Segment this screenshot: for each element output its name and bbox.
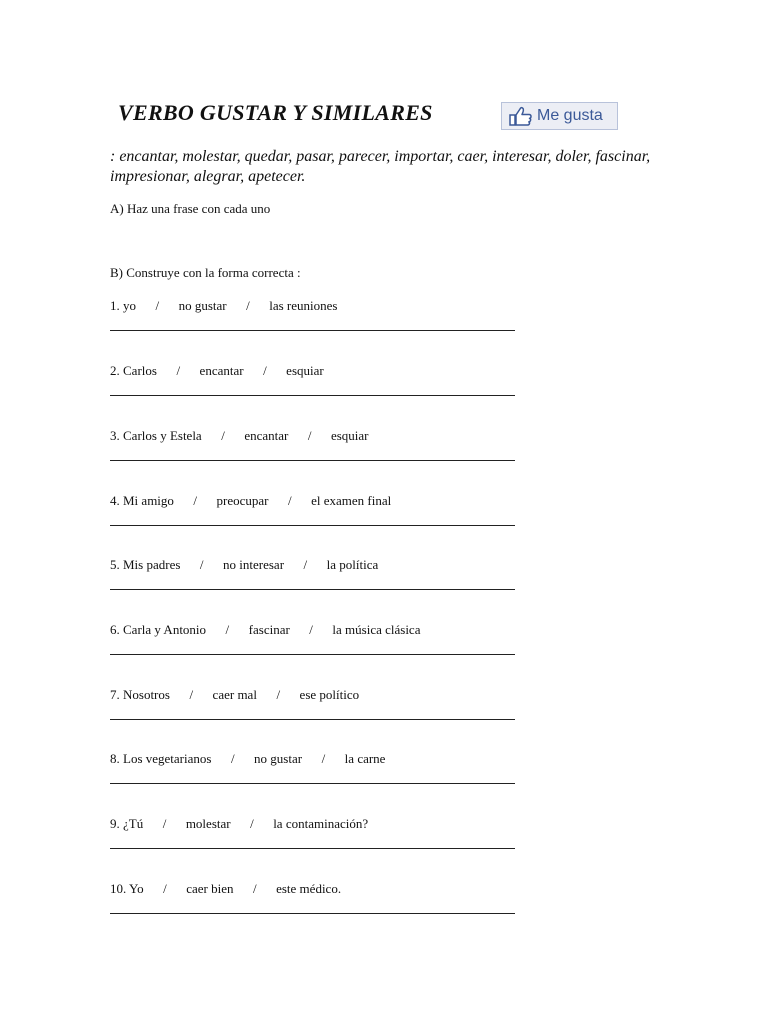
like-button[interactable] (501, 102, 618, 130)
answer-line-8[interactable] (110, 783, 515, 784)
exercise-item-3: 3. Carlos y Estela / encantar / esquiar (110, 428, 369, 443)
exercise-item-6: 6. Carla y Antonio / fascinar / la música clásica (110, 622, 421, 637)
answer-line-9[interactable] (110, 848, 515, 849)
answer-line-2[interactable] (110, 395, 515, 396)
exercise-item-7: 7. Nosotros / caer mal / ese político (110, 687, 360, 702)
thumbs-up-icon (509, 106, 533, 126)
exercise-item-2: 2. Carlos / encantar / esquiar (110, 363, 324, 378)
answer-line-5[interactable] (110, 589, 515, 590)
instruction-b: B) Construye con la forma correcta : (110, 265, 301, 280)
answer-line-6[interactable] (110, 654, 515, 655)
exercise-item-8: 8. Los vegetarianos / no gustar / la carne (110, 751, 386, 766)
answer-line-4[interactable] (110, 525, 515, 526)
answer-line-7[interactable] (110, 719, 515, 720)
answer-line-1[interactable] (110, 330, 515, 331)
answer-line-3[interactable] (110, 460, 515, 461)
exercise-item-10: 10. Yo / caer bien / este médico. (110, 881, 342, 896)
page-title: VERBO GUSTAR Y SIMILARES (118, 100, 433, 125)
exercise-item-1: 1. yo / no gustar / las reuniones (110, 298, 338, 313)
exercise-item-5: 5. Mis padres / no interesar / la política (110, 557, 379, 572)
exercise-item-9: 9. ¿Tú / molestar / la contaminación? (110, 816, 369, 831)
like-label: Me gusta (537, 107, 603, 124)
verb-list: : encantar, molestar, quedar, pasar, parecer, importar, caer, interesar, doler, fascinar, impresionar, alegrar, apetecer. (110, 148, 651, 185)
instruction-a: A) Haz una frase con cada uno (110, 201, 271, 216)
exercise-item-4: 4. Mi amigo / preocupar / el examen final (110, 493, 392, 508)
answer-line-10[interactable] (110, 913, 515, 914)
